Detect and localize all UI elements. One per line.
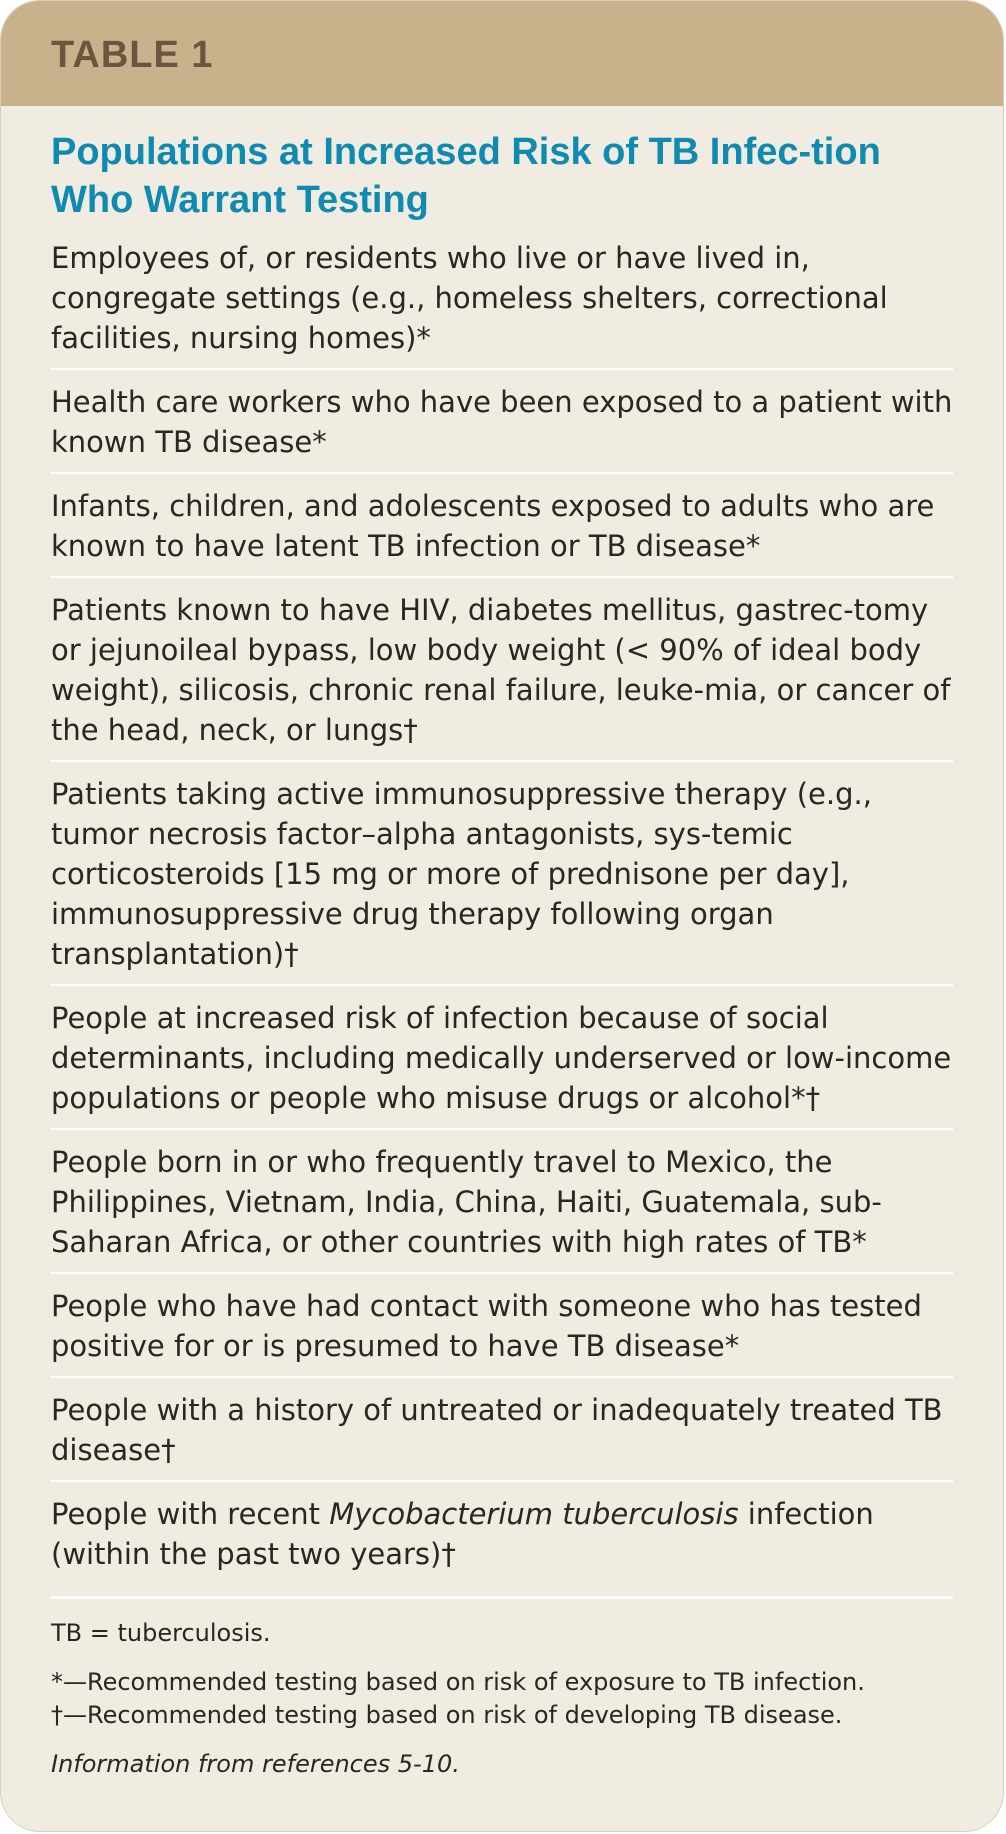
population-row: People born in or who frequently travel to Mexico, the Philippines, Vietnam, India, China, Haiti, Guatemala, sub-Saharan Africa, or other countries with high rates of TB* [51, 1142, 953, 1274]
dagger-footnote: †—Recommended testing based on risk of developing TB disease. [51, 1701, 843, 1729]
table-content [1, 106, 1003, 1781]
population-list [51, 238, 953, 1584]
row-text-post: infection (within the past two years)† [51, 1497, 874, 1571]
asterisk-footnote: *—Recommended testing based on risk of exposure to TB infection. [51, 1668, 865, 1696]
population-row: Health care workers who have been exposed to a patient with known TB disease* [51, 382, 953, 474]
table-header-band [1, 1, 1003, 106]
organism-name: Mycobacterium tuberculosis [329, 1497, 739, 1531]
population-row: Employees of, or residents who live or have lived in, congregate settings (e.g., homeless shelters, correctional facilities, nursing homes)* [51, 238, 953, 370]
population-row: People at increased risk of infection because of social determinants, including medically underserved or low-income populations or people who misuse drugs or alcohol*† [51, 998, 953, 1130]
population-row: Patients taking active immunosuppressive therapy (e.g., tumor necrosis factor–alpha antagonists, sys-temic corticosteroids [15 mg or more of prednisone per day], immunosuppressive drug therapy following organ transplantation)† [51, 774, 953, 986]
population-row [51, 1494, 953, 1584]
population-row: Patients known to have HIV, diabetes mellitus, gastrec-tomy or jejunoileal bypass, low body weight (< 90% of ideal body weight), silicosis, chronic renal failure, leuke-mia, or cancer of the head, neck, or lungs† [51, 590, 953, 762]
abbreviation-footnote: TB = tuberculosis. [51, 1619, 271, 1647]
table-label: TABLE 1 [51, 34, 214, 76]
source-note: Information from references 5-10. [51, 1750, 460, 1778]
row-text-pre: People with recent [51, 1497, 330, 1531]
population-row: People with a history of untreated or inadequately treated TB disease† [51, 1390, 953, 1482]
population-row: People who have had contact with someone who has tested positive for or is presumed to have TB disease* [51, 1286, 953, 1378]
footnote-divider [51, 1596, 953, 1599]
population-row: Infants, children, and adolescents exposed to adults who are known to have latent TB infection or TB disease* [51, 486, 953, 578]
table-title: Populations at Increased Risk of TB Infec-tion Who Warrant Testing [51, 131, 881, 221]
symbol-key [51, 1666, 953, 1732]
